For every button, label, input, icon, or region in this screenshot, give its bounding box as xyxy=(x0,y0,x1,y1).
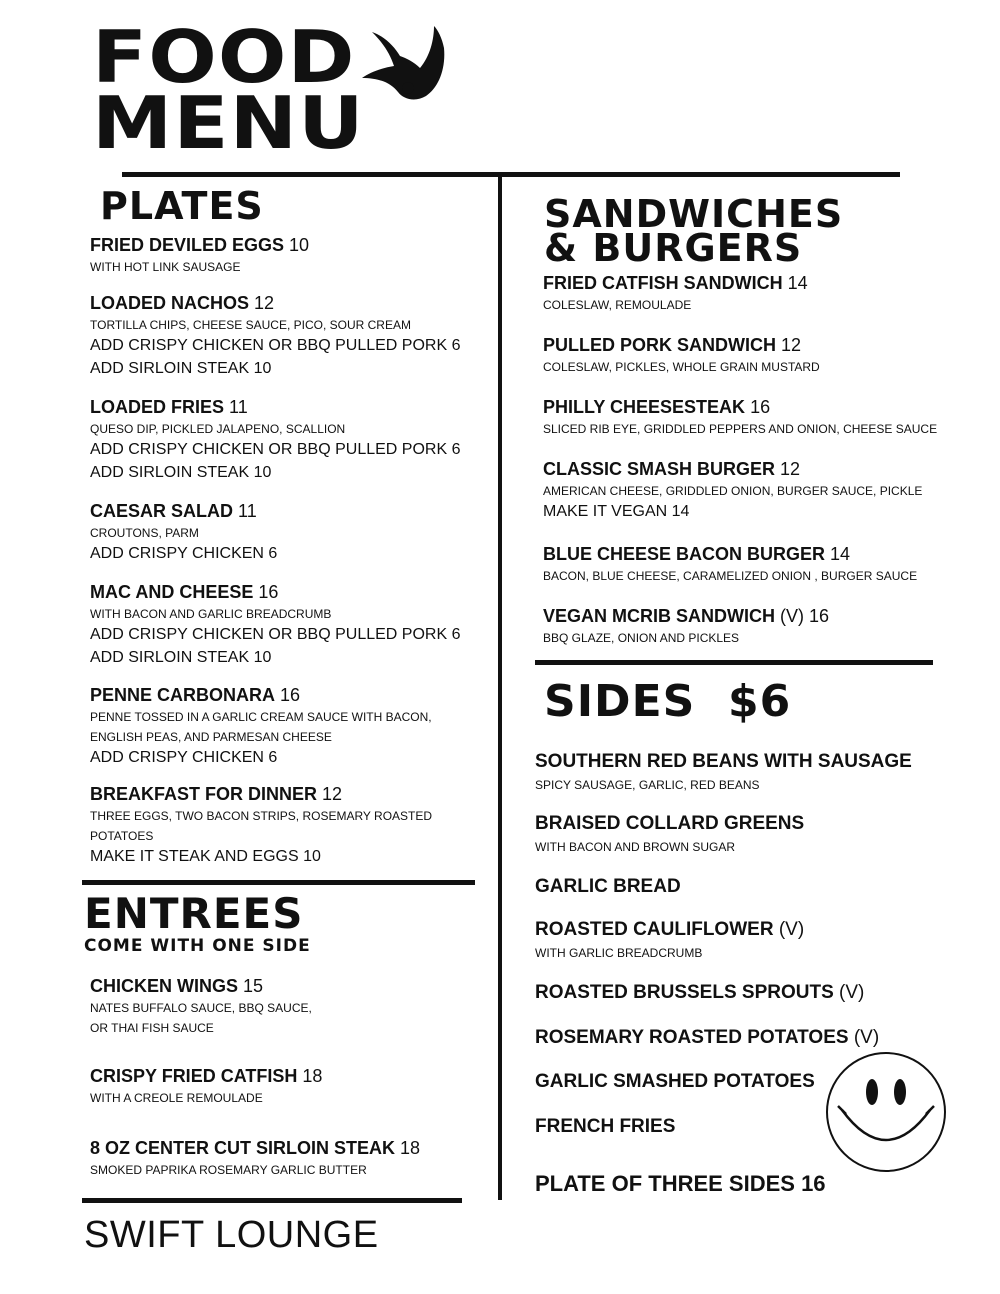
side-item-title xyxy=(535,812,804,836)
menu-item-description: PENNE TOSSED IN A GARLIC CREAM SAUCE WITH BACON, xyxy=(90,710,432,724)
sandwiches-heading-line2: & BURGERS xyxy=(544,226,803,270)
side-item-vegan-tag: (V) xyxy=(773,919,805,940)
menu-item-addon: ADD CRISPY CHICKEN OR BBQ PULLED PORK 6 xyxy=(90,626,461,643)
menu-item-name: VEGAN MCRIB SANDWICH xyxy=(543,606,775,626)
menu-item-price: 16 xyxy=(253,582,279,602)
menu-item xyxy=(90,684,432,769)
sides-price: $6 xyxy=(727,676,792,727)
menu-item-price: 11 xyxy=(224,397,248,417)
menu-item xyxy=(543,458,922,523)
menu-item xyxy=(90,783,432,868)
menu-item-price: 11 xyxy=(233,501,257,521)
menu-item xyxy=(90,500,277,565)
side-item-description: WITH BACON AND BROWN SUGAR xyxy=(535,840,736,854)
menu-item-title xyxy=(543,458,922,480)
menu-item-name: MAC AND CHEESE xyxy=(90,582,254,602)
menu-item-description: QUESO DIP, PICKLED JALAPENO, SCALLION xyxy=(90,422,346,436)
menu-item-addon: ADD CRISPY CHICKEN OR BBQ PULLED PORK 6 xyxy=(90,337,461,354)
menu-item-title xyxy=(90,396,460,418)
menu-item-description: WITH HOT LINK SAUSAGE xyxy=(90,260,241,274)
menu-item-name: BLUE CHEESE BACON BURGER xyxy=(543,544,826,564)
menu-item-description: WITH A CREOLE REMOULADE xyxy=(90,1091,263,1105)
sides-heading xyxy=(544,676,792,727)
footer-venue-name: SWIFT LOUNGE xyxy=(84,1214,379,1256)
menu-item-price: 15 xyxy=(238,976,264,996)
side-item-description: WITH GARLIC BREADCRUMB xyxy=(535,946,703,960)
menu-item-title xyxy=(543,396,937,418)
menu-item-addon: ADD SIRLOIN STEAK 10 xyxy=(90,360,272,377)
menu-item-name: CLASSIC SMASH BURGER xyxy=(543,459,776,479)
menu-item-title xyxy=(90,581,460,603)
menu-item-name: FRIED DEVILED EGGS xyxy=(90,235,285,255)
menu-item-price: 18 xyxy=(297,1066,323,1086)
plates-heading: PLATES xyxy=(100,184,264,228)
menu-item-title xyxy=(543,334,820,356)
menu-item-description: BACON, BLUE CHEESE, CARAMELIZED ONION , BURGER SAUCE xyxy=(543,569,918,583)
menu-item-title xyxy=(90,500,277,522)
menu-item-title xyxy=(90,1065,322,1087)
menu-item-addon: ADD CRISPY CHICKEN 6 xyxy=(90,749,278,766)
menu-item-description: ENGLISH PEAS, AND PARMESAN CHEESE xyxy=(90,730,332,744)
menu-item-price: 16 xyxy=(745,397,771,417)
menu-item-name: CAESAR SALAD xyxy=(90,501,234,521)
menu-item-name: CHICKEN WINGS xyxy=(90,976,238,996)
menu-item xyxy=(543,543,917,585)
side-item-name: ROASTED BRUSSELS SPROUTS xyxy=(535,982,834,1003)
menu-item-title xyxy=(543,543,917,565)
menu-item-name: LOADED NACHOS xyxy=(90,293,250,313)
side-item-title xyxy=(535,918,804,942)
menu-item-title xyxy=(543,605,829,627)
side-item-title xyxy=(535,1115,675,1139)
menu-item-price: 12 xyxy=(249,293,275,313)
side-item-title xyxy=(535,750,912,774)
menu-item xyxy=(90,396,460,484)
smiley-face-icon xyxy=(824,1050,948,1174)
menu-item xyxy=(90,234,309,276)
menu-item xyxy=(90,292,460,380)
menu-title-line2: MENU xyxy=(92,81,365,165)
sandwiches-heading-line1: SANDWICHES xyxy=(544,192,844,236)
sides-rule xyxy=(535,660,933,665)
menu-item-addon: MAKE IT VEGAN 14 xyxy=(543,503,690,520)
entrees-rule xyxy=(82,880,475,885)
side-item-title xyxy=(535,981,864,1005)
menu-item-title xyxy=(90,292,460,314)
menu-item-description: SMOKED PAPRIKA ROSEMARY GARLIC BUTTER xyxy=(90,1163,367,1177)
menu-item xyxy=(90,581,460,669)
menu-item-description: CROUTONS, PARM xyxy=(90,526,199,540)
menu-item-name: CRISPY FRIED CATFISH xyxy=(90,1066,298,1086)
menu-item-price: 12 xyxy=(775,459,801,479)
menu-item-price: 14 xyxy=(782,273,808,293)
menu-item-price: 12 xyxy=(776,335,802,355)
side-item-name: ROASTED CAULIFLOWER xyxy=(535,919,774,940)
menu-item-price: 16 xyxy=(275,685,301,705)
menu-title-line1: FOOD xyxy=(92,15,356,99)
menu-item-name: 8 OZ CENTER CUT SIRLOIN STEAK xyxy=(90,1138,396,1158)
menu-item-description: WITH BACON AND GARLIC BREADCRUMB xyxy=(90,607,332,621)
menu-item-description: COLESLAW, PICKLES, WHOLE GRAIN MUSTARD xyxy=(543,360,820,374)
side-item xyxy=(535,981,864,1005)
bottom-left-rule xyxy=(82,1198,462,1203)
menu-item-description: AMERICAN CHEESE, GRIDDLED ONION, BURGER SAUCE, PICKLE xyxy=(543,484,923,498)
side-item-name: GARLIC SMASHED POTATOES xyxy=(535,1071,815,1092)
side-item-description: SPICY SAUSAGE, GARLIC, RED BEANS xyxy=(535,778,760,792)
side-item xyxy=(535,750,912,794)
menu-item-name: BREAKFAST FOR DINNER xyxy=(90,784,318,804)
side-item-title xyxy=(535,875,681,899)
menu-item-title xyxy=(90,684,432,706)
menu-item-description: TORTILLA CHIPS, CHEESE SAUCE, PICO, SOUR CREAM xyxy=(90,318,411,332)
menu-item xyxy=(543,272,808,314)
side-item xyxy=(535,1070,815,1094)
menu-item-title xyxy=(90,1137,420,1159)
side-item-title xyxy=(535,1026,879,1050)
entrees-heading: ENTREES xyxy=(84,889,304,938)
menu-item-price: (V) 16 xyxy=(775,606,830,626)
menu-item-description: BBQ GLAZE, ONION AND PICKLES xyxy=(543,631,740,645)
side-item-vegan-tag: (V) xyxy=(848,1027,880,1048)
side-item-name: SOUTHERN RED BEANS WITH SAUSAGE xyxy=(535,751,912,772)
side-item-name: ROSEMARY ROASTED POTATOES xyxy=(535,1027,849,1048)
menu-item xyxy=(543,334,820,376)
menu-item-price: 18 xyxy=(395,1138,421,1158)
menu-item-addon: ADD SIRLOIN STEAK 10 xyxy=(90,649,272,666)
menu-item xyxy=(543,605,829,647)
side-item xyxy=(535,918,804,962)
menu-item-title xyxy=(90,234,309,256)
menu-item-name: PHILLY CHEESESTEAK xyxy=(543,397,746,417)
menu-item-name: PENNE CARBONARA xyxy=(90,685,276,705)
menu-item-description: NATES BUFFALO SAUCE, BBQ SAUCE, xyxy=(90,1001,312,1015)
sides-heading-label: SIDES xyxy=(544,676,696,727)
side-item xyxy=(535,875,681,899)
menu-item-addon: ADD CRISPY CHICKEN 6 xyxy=(90,545,278,562)
side-item-name: BRAISED COLLARD GREENS xyxy=(535,813,805,834)
menu-item xyxy=(90,1065,322,1107)
top-rule xyxy=(122,172,900,177)
menu-item-description: COLESLAW, REMOULADE xyxy=(543,298,692,312)
menu-item-addon: ADD CRISPY CHICKEN OR BBQ PULLED PORK 6 xyxy=(90,441,461,458)
side-item xyxy=(535,1115,675,1139)
menu-item xyxy=(90,1137,420,1179)
side-item-title xyxy=(535,1070,815,1094)
side-item xyxy=(535,1026,879,1050)
menu-item-price: 10 xyxy=(284,235,310,255)
menu-item-addon: ADD SIRLOIN STEAK 10 xyxy=(90,464,272,481)
menu-item-description: SLICED RIB EYE, GRIDDLED PEPPERS AND ONION, CHEESE SAUCE xyxy=(543,422,938,436)
entrees-subheading: COME WITH ONE SIDE xyxy=(84,936,311,956)
menu-item-title xyxy=(543,272,808,294)
menu-item-title xyxy=(90,783,432,805)
side-item-name: GARLIC BREAD xyxy=(535,876,681,897)
menu-item-addon: MAKE IT STEAK AND EGGS 10 xyxy=(90,848,321,865)
menu-item-name: PULLED PORK SANDWICH xyxy=(543,335,776,355)
swallow-bird-icon xyxy=(360,26,450,102)
menu-item-description: POTATOES xyxy=(90,829,154,843)
menu-item xyxy=(90,975,312,1037)
menu-item-name: LOADED FRIES xyxy=(90,397,225,417)
center-divider xyxy=(498,176,502,1200)
menu-item xyxy=(543,396,937,438)
menu-item-title xyxy=(90,975,312,997)
menu-item-description: OR THAI FISH SAUCE xyxy=(90,1021,214,1035)
menu-item-price: 12 xyxy=(317,784,343,804)
sides-combo: PLATE OF THREE SIDES 16 xyxy=(535,1171,826,1196)
menu-item-name: FRIED CATFISH SANDWICH xyxy=(543,273,783,293)
side-item xyxy=(535,812,804,856)
side-item-vegan-tag: (V) xyxy=(833,982,865,1003)
menu-item-description: THREE EGGS, TWO BACON STRIPS, ROSEMARY ROASTED xyxy=(90,809,433,823)
side-item-name: FRENCH FRIES xyxy=(535,1116,676,1137)
menu-item-price: 14 xyxy=(825,544,851,564)
